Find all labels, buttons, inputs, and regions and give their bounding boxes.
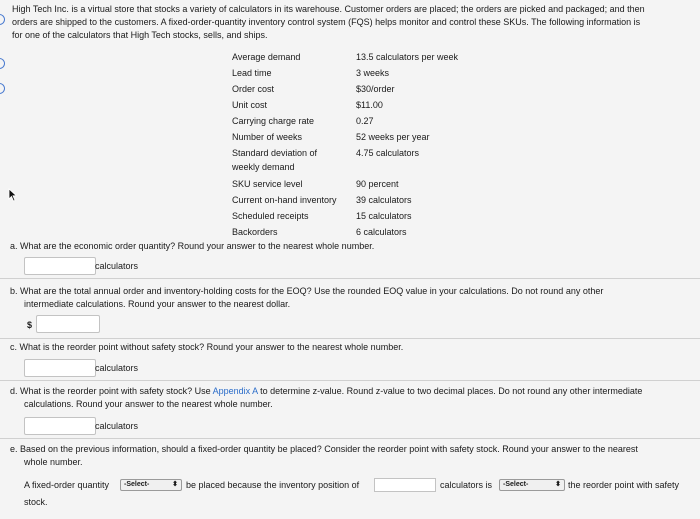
table-label: Average demand — [232, 52, 301, 62]
margin-marker — [0, 14, 5, 25]
question-text: calculations. Round your answer to the nearest whole number. — [24, 399, 273, 409]
select-value: -Select- — [503, 481, 529, 488]
question-a — [10, 240, 374, 253]
inventory-position-input[interactable] — [374, 478, 436, 492]
question-e — [10, 443, 638, 469]
table-label: Unit cost — [232, 100, 268, 110]
margin-marker — [0, 83, 5, 94]
total-cost-input[interactable] — [36, 315, 100, 333]
question-text: to determine z-value. Round z-value to two decimal places. Do not round any other intermediate — [257, 386, 643, 396]
intro-line: for one of the calculators that High Tech stocks, sells, and ships. — [12, 30, 268, 40]
divider — [0, 338, 700, 339]
table-label: weekly demand — [232, 162, 295, 172]
rop-ss-input[interactable] — [24, 417, 96, 435]
table-label: Order cost — [232, 84, 275, 94]
unit-label: calculators — [95, 363, 139, 373]
intro-line: orders are shipped to the customers. A fixed-order-quantity inventory control system (FQS) helps monitor and control these SKUs. The following information is — [12, 17, 641, 27]
question-text: a. What are the economic order quantity? Round your answer to the nearest whole number. — [10, 241, 375, 251]
table-label: Carrying charge rate — [232, 116, 315, 126]
table-value: 6 calculators — [356, 227, 407, 237]
divider — [0, 380, 700, 381]
table-value: $30/order — [356, 84, 395, 94]
problem-intro — [12, 3, 696, 42]
table-value: 0.27 — [356, 116, 374, 126]
select-arrows-icon: ⬍ — [172, 481, 178, 488]
question-text: d. What is the reorder point with safety stock? Use — [10, 386, 213, 396]
eoq-input[interactable] — [24, 257, 96, 275]
table-value: 13.5 calculators per week — [356, 52, 459, 62]
answer-text: stock. — [24, 497, 48, 507]
table-value: 3 weeks — [356, 68, 390, 78]
dollar-sign: $ — [27, 320, 33, 330]
table-value: 4.75 calculators — [356, 148, 420, 158]
table-value: $11.00 — [356, 100, 383, 110]
table-value: 39 calculators — [356, 195, 412, 205]
table-label: SKU service level — [232, 179, 303, 189]
table-label: Backorders — [232, 227, 278, 237]
divider — [0, 278, 700, 279]
should-select[interactable] — [120, 479, 182, 491]
table-label: Current on-hand inventory — [232, 195, 337, 205]
answer-text: the reorder point with safety — [568, 480, 680, 490]
question-text: c. What is the reorder point without safety stock? Round your answer to the nearest whole number. — [10, 342, 404, 352]
question-d — [10, 385, 642, 411]
divider — [0, 438, 700, 439]
table-label: Lead time — [232, 68, 272, 78]
mouse-cursor-icon — [8, 188, 18, 202]
rop-no-ss-input[interactable] — [24, 359, 96, 377]
select-arrows-icon: ⬍ — [555, 481, 561, 488]
question-c — [10, 341, 403, 354]
unit-label: calculators — [95, 261, 139, 271]
intro-line: High Tech Inc. is a virtual store that stocks a variety of calculators in its warehouse. Customer orders are placed; the orders are picked and packaged; and then — [12, 4, 645, 14]
table-label: Scheduled receipts — [232, 211, 309, 221]
question-text: e. Based on the previous information, should a fixed-order quantity be placed? Consider the reorder point with safety stock. Round your answer to the nearest — [10, 444, 638, 454]
question-text: whole number. — [24, 457, 83, 467]
table-label: Number of weeks — [232, 132, 303, 142]
question-text: intermediate calculations. Round your answer to the nearest dollar. — [24, 299, 291, 309]
table-label: Standard deviation of — [232, 148, 318, 158]
table-value: 15 calculators — [356, 211, 412, 221]
question-text: b. What are the total annual order and inventory-holding costs for the EOQ? Use the rounded EOQ value in your calculations. Do not round any other — [10, 286, 604, 296]
comparison-select[interactable] — [499, 479, 565, 491]
table-value: 52 weeks per year — [356, 132, 430, 142]
answer-text: be placed because the inventory position of — [186, 480, 360, 490]
answer-text: A fixed-order quantity — [24, 480, 110, 490]
appendix-a-link[interactable]: Appendix A — [212, 386, 258, 396]
question-b — [10, 285, 603, 311]
table-value: 90 percent — [356, 179, 399, 189]
unit-label: calculators — [95, 421, 139, 431]
answer-text: calculators is — [440, 480, 493, 490]
margin-marker — [0, 58, 5, 69]
select-value: -Select- — [124, 481, 150, 488]
